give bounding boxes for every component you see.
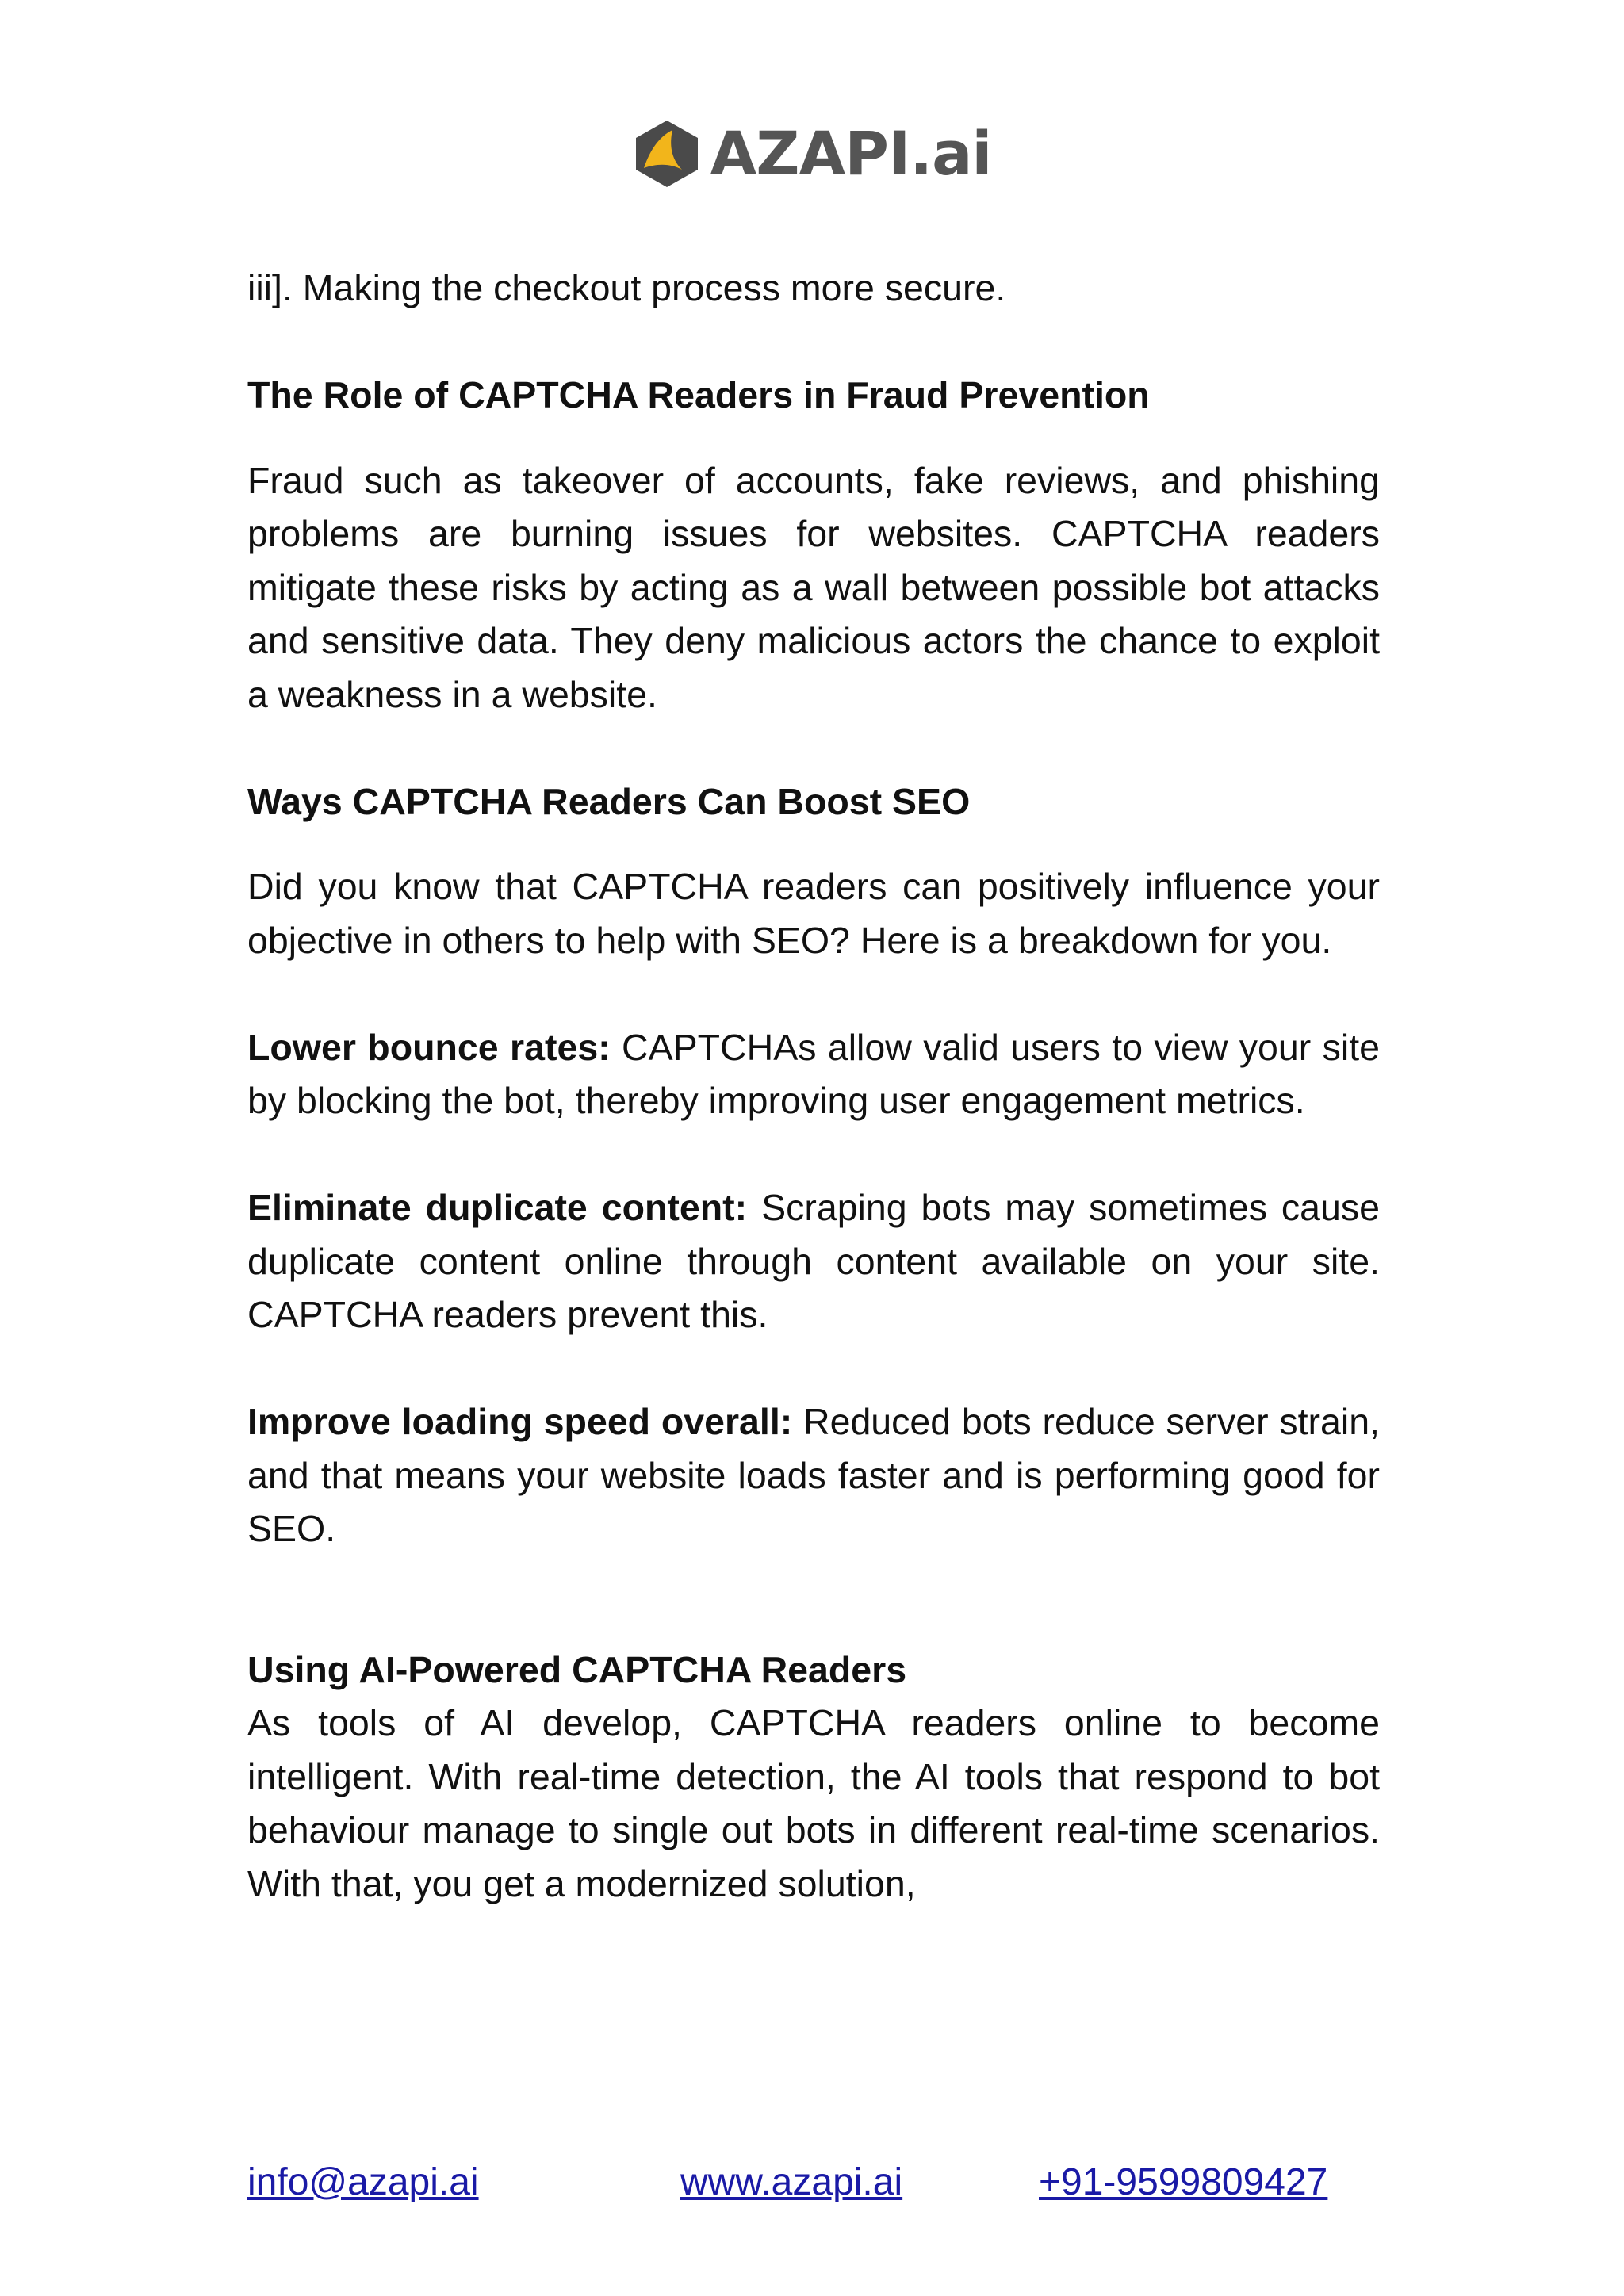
seo-point-duplicate [247,1181,1380,1342]
section-heading-seo: Ways CAPTCHA Readers Can Boost SEO [247,780,971,822]
azapi-logo [633,117,992,190]
seo-point-title: Improve loading speed overall: [247,1401,793,1442]
seo-point-bounce [247,1021,1380,1128]
intro-line: iii]. Making the checkout process more secure. [247,267,1006,308]
phone-link[interactable]: +91-9599809427 [1039,2161,1328,2203]
section-body-ai: As tools of AI develop, CAPTCHA readers online to become intelligent. With real-time detection, the AI tools that respond to bot behaviour manage to single out bots in different real-time scenarios. With that, you get a modernized solution, [247,1702,1380,1904]
section-body-seo: Did you know that CAPTCHA readers can positively influence your objective in others to help with SEO? Here is a breakdown for you. [247,866,1380,961]
section-heading-ai: Using AI-Powered CAPTCHA Readers [247,1648,907,1690]
website-link[interactable]: www.azapi.ai [680,2161,903,2203]
seo-point-title: Lower bounce rates: [247,1026,611,1068]
seo-point-text: Reduced bots reduce server strain, and that means your website loads faster and is performing good for SEO. [247,1401,1381,1549]
page-footer [0,2155,1624,2210]
seo-point-text: CAPTCHAs allow valid users to view your site by blocking the bot, thereby improving user engagement metrics. [247,1026,1380,1121]
logo-wordmark: AZAPI.ai [710,118,992,189]
azapi-logo-icon [633,117,701,190]
seo-point-title: Eliminate duplicate content: [247,1187,748,1228]
seo-point-text: Scraping bots may sometimes cause duplicate content online through content available on your site. CAPTCHA readers prevent this. [247,1187,1381,1335]
section-heading-fraud: The Role of CAPTCHA Readers in Fraud Prevention [247,374,1150,415]
page-header [0,117,1624,190]
section-body-fraud: Fraud such as takeover of accounts, fake reviews, and phishing problems are burning issues for websites. CAPTCHA readers mitigate these risks by acting as a wall between possible bot attacks and sensitive data. They deny malicious actors the chance to exploit a weakness in a website. [247,459,1380,715]
document-body [247,262,1380,1911]
email-link[interactable]: info@azapi.ai [247,2161,479,2203]
seo-point-speed [247,1395,1380,1556]
